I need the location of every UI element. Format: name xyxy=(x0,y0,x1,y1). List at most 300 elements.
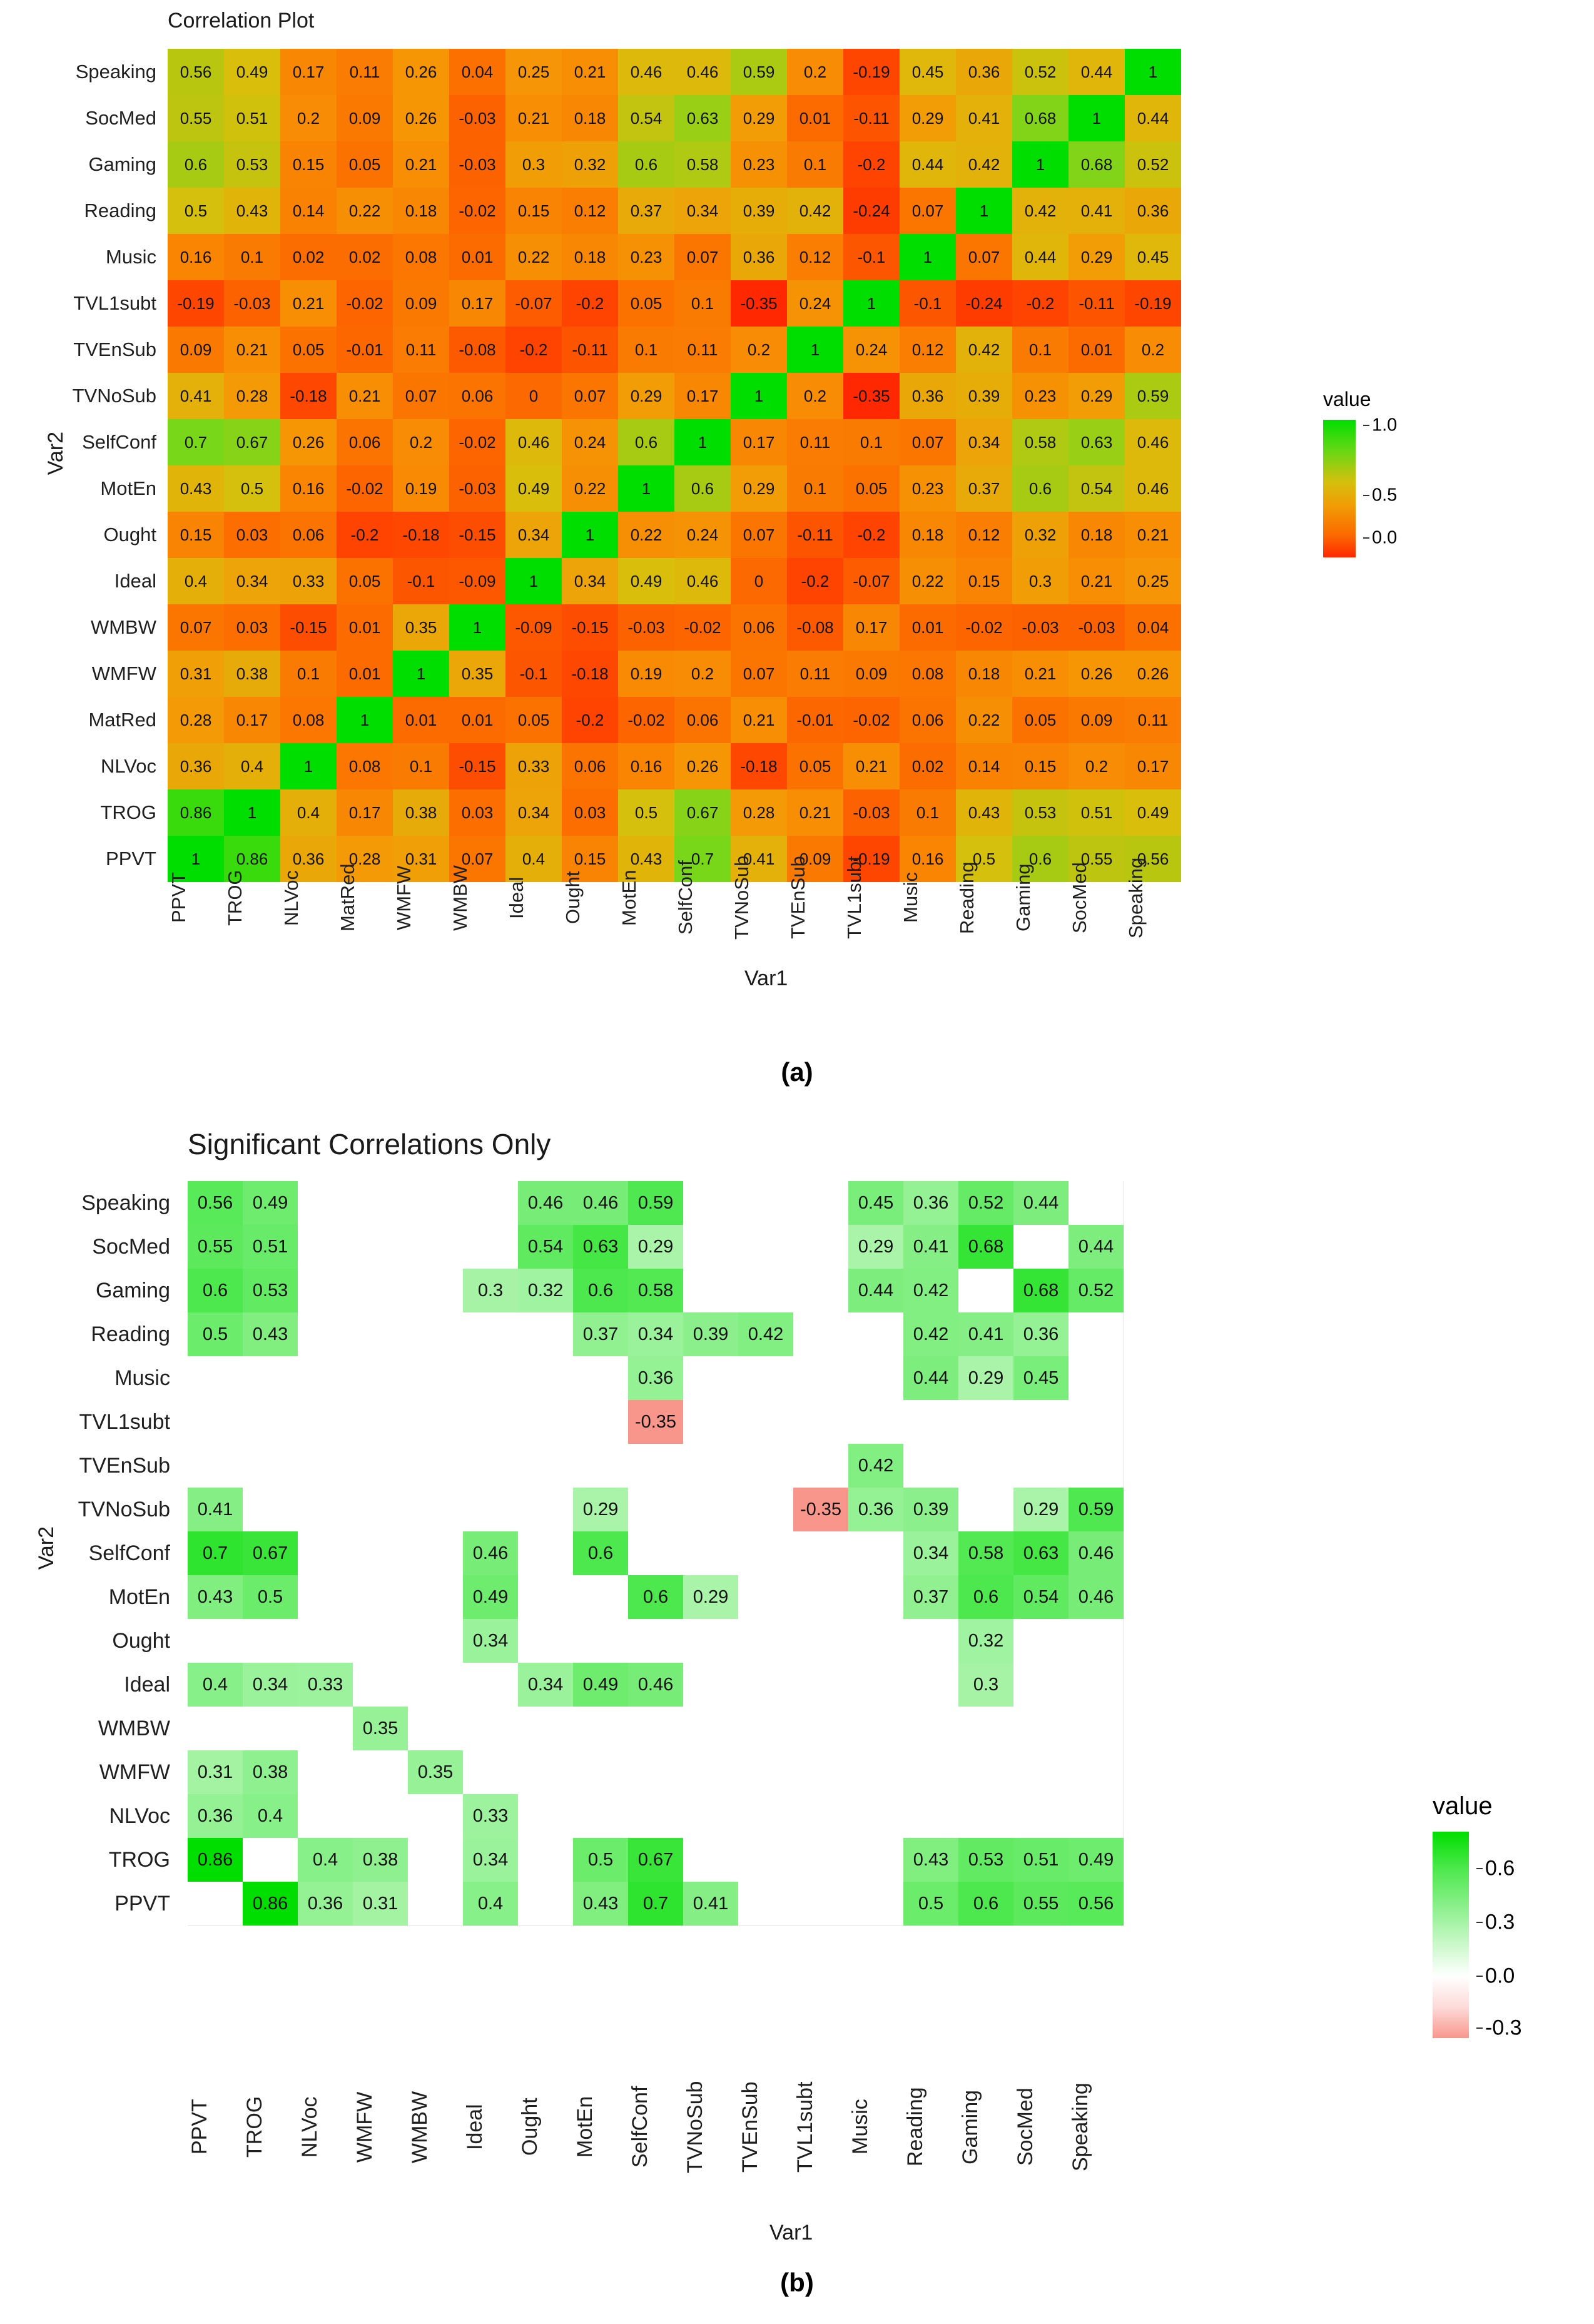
heatmap-b-cell: 0.56 xyxy=(188,1181,243,1225)
heatmap-b-cell: 0.29 xyxy=(848,1225,903,1269)
legend-b-tick-labels xyxy=(1476,1832,1551,2038)
heatmap-b-cell xyxy=(353,1663,408,1707)
heatmap-a-cell: 0.07 xyxy=(449,836,505,882)
heatmap-b-cell: 0.29 xyxy=(958,1356,1013,1400)
heatmap-a-cell: 0.21 xyxy=(1069,558,1125,604)
heatmap-a-cell: 0.55 xyxy=(1069,836,1125,882)
heatmap-a-cell: 0.04 xyxy=(1125,604,1181,651)
heatmap-a-cell: -0.02 xyxy=(449,188,505,234)
heatmap-b-cell xyxy=(683,1750,738,1794)
heatmap-a-cell: -0.11 xyxy=(562,327,618,373)
heatmap-b-cell xyxy=(298,1269,353,1312)
heatmap-b-cell xyxy=(958,1269,1013,1312)
heatmap-b-x-tick-ideal: Ideal xyxy=(463,2104,487,2150)
heatmap-b-cell: 0.59 xyxy=(628,1181,683,1225)
heatmap-a-x-tick-gaming: Gaming xyxy=(1012,863,1034,932)
heatmap-a-cell: 0.6 xyxy=(618,419,674,465)
heatmap-b-cell: 0.6 xyxy=(573,1269,628,1312)
heatmap-b-cell: 0.45 xyxy=(848,1181,903,1225)
heatmap-b-cell: 0.41 xyxy=(188,1488,243,1531)
heatmap-a-cell: 0.1 xyxy=(674,280,731,327)
heatmap-a-cell: 0.24 xyxy=(787,280,843,327)
heatmap-b-cell xyxy=(1069,1619,1124,1663)
heatmap-a-cell: -0.11 xyxy=(843,95,900,141)
heatmap-b-cell xyxy=(188,1707,243,1750)
heatmap-a-cell: 0.55 xyxy=(168,95,224,141)
heatmap-a-cell: 0.46 xyxy=(674,49,731,95)
heatmap-b-cell xyxy=(1069,1663,1124,1707)
heatmap-b-legend xyxy=(1433,1792,1522,2039)
heatmap-a-cell: -0.02 xyxy=(618,697,674,743)
heatmap-b-cell: 0.34 xyxy=(518,1663,573,1707)
heatmap-b-cell: 0.34 xyxy=(628,1312,683,1356)
heatmap-b-cell: 0.54 xyxy=(518,1225,573,1269)
heatmap-a-cell: 0.2 xyxy=(787,373,843,419)
heatmap-a-cell: 0.4 xyxy=(168,558,224,604)
heatmap-b-cell: 0.49 xyxy=(463,1575,518,1619)
heatmap-b-cell: 0.46 xyxy=(1069,1575,1124,1619)
heatmap-a-cell: 0.21 xyxy=(843,743,900,789)
heatmap-b-cell xyxy=(683,1225,738,1269)
heatmap-b-cell xyxy=(683,1269,738,1312)
heatmap-a-x-tick-socmed: SocMed xyxy=(1069,862,1090,933)
heatmap-a-cell: 0.49 xyxy=(224,49,280,95)
heatmap-b-cell xyxy=(518,1531,573,1575)
heatmap-b-cell: 0.4 xyxy=(463,1882,518,1926)
heatmap-b-cell xyxy=(408,1794,463,1838)
heatmap-a-cell: 0.05 xyxy=(337,558,393,604)
heatmap-b-cell xyxy=(573,1707,628,1750)
heatmap-b-cell xyxy=(188,1882,243,1926)
heatmap-a-cell: 0.41 xyxy=(168,373,224,419)
heatmap-b-cell xyxy=(298,1619,353,1663)
heatmap-a-cell: 0.05 xyxy=(280,327,337,373)
heatmap-a-cell: 0.34 xyxy=(224,558,280,604)
heatmap-a-cell: 0.06 xyxy=(449,373,505,419)
heatmap-a-cell: 0.28 xyxy=(337,836,393,882)
heatmap-b-x-tick-wmfw: WMFW xyxy=(353,2091,377,2163)
heatmap-a-cell: 0.06 xyxy=(562,743,618,789)
heatmap-b-cell xyxy=(573,1794,628,1838)
heatmap-a-cell: 0.36 xyxy=(168,743,224,789)
heatmap-b-cell xyxy=(298,1794,353,1838)
heatmap-a-cell: -0.03 xyxy=(224,280,280,327)
heatmap-a-cell: 0.44 xyxy=(900,141,956,188)
heatmap-a-cell: 1 xyxy=(1125,49,1181,95)
heatmap-a-cell: 0.45 xyxy=(1125,234,1181,280)
heatmap-b-cell xyxy=(903,1619,958,1663)
heatmap-b-cell: 0.34 xyxy=(463,1838,518,1882)
legend-a-tick-label: 0.5 xyxy=(1372,485,1398,505)
heatmap-b-cell: 0.36 xyxy=(628,1356,683,1400)
heatmap-a-cell: -0.15 xyxy=(562,604,618,651)
heatmap-b-cell xyxy=(683,1838,738,1882)
legend-a-tick-label: 1.0 xyxy=(1372,415,1398,435)
heatmap-b-cell: 0.43 xyxy=(903,1838,958,1882)
heatmap-a-cell: 0.01 xyxy=(449,234,505,280)
legend-b-colorbar xyxy=(1433,1832,1469,2038)
heatmap-a-cell: 0.5 xyxy=(956,836,1012,882)
heatmap-a-cell: 0.1 xyxy=(1012,327,1069,373)
heatmap-b-cell xyxy=(1069,1356,1124,1400)
heatmap-a-cell: 0.21 xyxy=(505,95,562,141)
heatmap-b-cell xyxy=(408,1575,463,1619)
heatmap-b-cell xyxy=(573,1400,628,1444)
heatmap-a-cell: 1 xyxy=(674,419,731,465)
heatmap-b-cell xyxy=(298,1400,353,1444)
heatmap-b-cell: 0.39 xyxy=(903,1488,958,1531)
heatmap-b-cell xyxy=(958,1750,1013,1794)
heatmap-b-cell xyxy=(738,1488,793,1531)
heatmap-a-cell: 0.54 xyxy=(1069,465,1125,512)
heatmap-a-cell: 0.02 xyxy=(337,234,393,280)
heatmap-b-cell xyxy=(628,1531,683,1575)
heatmap-a-cell: 0.28 xyxy=(168,697,224,743)
heatmap-a-cell: 0.4 xyxy=(505,836,562,882)
heatmap-a-x-tick-matred: MatRed xyxy=(337,863,358,932)
heatmap-b-y-tick-gaming: Gaming xyxy=(95,1279,170,1302)
heatmap-b-cell xyxy=(958,1400,1013,1444)
heatmap-a-cell: 0.29 xyxy=(1069,234,1125,280)
heatmap-a-cell: 0.17 xyxy=(224,697,280,743)
heatmap-a-cell: -0.03 xyxy=(449,141,505,188)
heatmap-a-cell: 0.5 xyxy=(224,465,280,512)
heatmap-a-x-tick-ideal: Ideal xyxy=(505,876,527,919)
heatmap-a-cell: 0.6 xyxy=(1012,836,1069,882)
heatmap-a-cell: -0.03 xyxy=(1069,604,1125,651)
heatmap-b-cell xyxy=(353,1356,408,1400)
heatmap-b-cell xyxy=(1069,1750,1124,1794)
heatmap-b-cell: 0.4 xyxy=(188,1663,243,1707)
heatmap-a-cell: 0.41 xyxy=(731,836,787,882)
heatmap-b-cell: 0.55 xyxy=(1013,1882,1069,1926)
heatmap-a-cell: 0.38 xyxy=(224,651,280,697)
heatmap-a-cell: 0.11 xyxy=(674,327,731,373)
heatmap-b-cell xyxy=(903,1663,958,1707)
heatmap-a-cell: 1 xyxy=(618,465,674,512)
heatmap-a-cell: 0.01 xyxy=(900,604,956,651)
heatmap-a-cell: 0.16 xyxy=(168,234,224,280)
heatmap-b-cell: 0.29 xyxy=(1013,1488,1069,1531)
heatmap-b-cell: 0.41 xyxy=(958,1312,1013,1356)
heatmap-b-cell xyxy=(848,1663,903,1707)
heatmap-a-cell: 0.22 xyxy=(505,234,562,280)
heatmap-a-x-tick-reading: Reading xyxy=(956,861,978,934)
heatmap-b-cell xyxy=(243,1619,298,1663)
heatmap-a-cell: 0.36 xyxy=(280,836,337,882)
heatmap-b-cell xyxy=(793,1400,848,1444)
heatmap-a-cell: 0.6 xyxy=(1012,465,1069,512)
heatmap-a-x-tick-wmbw: WMBW xyxy=(449,865,471,931)
heatmap-a-cell: -0.19 xyxy=(168,280,224,327)
heatmap-a-x-tick-tvensub: TVEnSub xyxy=(787,856,809,940)
heatmap-b-cell xyxy=(738,1444,793,1488)
heatmap-a-cell: 0.26 xyxy=(1069,651,1125,697)
heatmap-b-cell xyxy=(848,1575,903,1619)
heatmap-a-cell: -0.19 xyxy=(843,49,900,95)
heatmap-a-cell: 0.56 xyxy=(168,49,224,95)
heatmap-b-cell xyxy=(1069,1400,1124,1444)
heatmap-a-cell: 0.01 xyxy=(337,651,393,697)
heatmap-a-cell: 0.18 xyxy=(956,651,1012,697)
heatmap-a-cell: 0.01 xyxy=(787,95,843,141)
heatmap-b-cell xyxy=(793,1663,848,1707)
heatmap-a-cell: 1 xyxy=(562,512,618,558)
heatmap-a-y-tick-tvensub: TVEnSub xyxy=(73,338,156,360)
heatmap-b-cell xyxy=(408,1269,463,1312)
heatmap-b-x-tick-speaking: Speaking xyxy=(1069,2083,1092,2171)
heatmap-a-cell: 1 xyxy=(900,234,956,280)
heatmap-a-cell: 0.11 xyxy=(337,49,393,95)
heatmap-b-cell: 0.42 xyxy=(903,1312,958,1356)
heatmap-a-cell: 0.1 xyxy=(280,651,337,697)
heatmap-b-cell: 0.41 xyxy=(903,1225,958,1269)
heatmap-b-cell xyxy=(738,1269,793,1312)
heatmap-b-cell xyxy=(243,1838,298,1882)
heatmap-b-cell: 0.35 xyxy=(408,1750,463,1794)
heatmap-a-cell: -0.02 xyxy=(956,604,1012,651)
heatmap-b-cell xyxy=(738,1531,793,1575)
heatmap-a-cell: 0.05 xyxy=(1012,697,1069,743)
heatmap-a-cell: 0.29 xyxy=(900,95,956,141)
heatmap-b-cell: 0.4 xyxy=(298,1838,353,1882)
heatmap-b-cell: 0.36 xyxy=(298,1882,353,1926)
heatmap-a-cell: 0.21 xyxy=(337,373,393,419)
heatmap-a-cell: 0.31 xyxy=(168,651,224,697)
heatmap-a-cell: 0.21 xyxy=(787,789,843,836)
heatmap-a-cell: 0.01 xyxy=(337,604,393,651)
heatmap-b-cell xyxy=(1069,1444,1124,1488)
heatmap-a-cell: 0.68 xyxy=(1069,141,1125,188)
heatmap-b-cell xyxy=(903,1707,958,1750)
heatmap-a-cell: 0.5 xyxy=(168,188,224,234)
heatmap-b-cell xyxy=(848,1882,903,1926)
heatmap-b-cell: 0.42 xyxy=(903,1269,958,1312)
legend-a-title: value xyxy=(1323,388,1371,410)
heatmap-a-x-tick-selfconf: SelfConf xyxy=(674,860,696,935)
heatmap-a-cell: 0.33 xyxy=(280,558,337,604)
heatmap-b-cell: 0.34 xyxy=(463,1619,518,1663)
heatmap-a-cell: 0.21 xyxy=(393,141,449,188)
heatmap-b-y-tick-selfconf: SelfConf xyxy=(88,1541,170,1565)
heatmap-a-cell: 0.25 xyxy=(1125,558,1181,604)
heatmap-b-cell: 0.35 xyxy=(353,1707,408,1750)
heatmap-b-cell xyxy=(738,1750,793,1794)
heatmap-a-cell: 0.32 xyxy=(1012,512,1069,558)
heatmap-a-cell: 0.35 xyxy=(449,651,505,697)
heatmap-a-cell: 0.33 xyxy=(505,743,562,789)
heatmap-a-cell: 0.02 xyxy=(280,234,337,280)
heatmap-a-cell: 0.21 xyxy=(731,697,787,743)
heatmap-a-cell: 0.41 xyxy=(956,95,1012,141)
heatmap-b-cell xyxy=(518,1575,573,1619)
heatmap-b-x-tick-selfconf: SelfConf xyxy=(628,2086,652,2168)
heatmap-a-cell: 0.21 xyxy=(1125,512,1181,558)
heatmap-a-cell: -0.1 xyxy=(900,280,956,327)
heatmap-a-cell: 0.26 xyxy=(393,95,449,141)
heatmap-b-cell xyxy=(793,1444,848,1488)
heatmap-b-cell xyxy=(738,1838,793,1882)
heatmap-a-cell: 0.18 xyxy=(393,188,449,234)
heatmap-b-y-tick-wmfw: WMFW xyxy=(99,1760,170,1784)
legend-b-title: value xyxy=(1433,1792,1493,1820)
heatmap-a-cell: 0.09 xyxy=(1069,697,1125,743)
heatmap-b-cell xyxy=(463,1181,518,1225)
heatmap-a-cell: 0.15 xyxy=(505,188,562,234)
heatmap-b-x-tick-socmed: SocMed xyxy=(1013,2088,1037,2166)
heatmap-b-y-tick-socmed: SocMed xyxy=(92,1235,170,1259)
heatmap-a-cell: 0.22 xyxy=(562,465,618,512)
heatmap-b-cell xyxy=(628,1750,683,1794)
heatmap-b-y-axis-title: Var2 xyxy=(34,1526,58,1570)
heatmap-a-cell: 0.59 xyxy=(1125,373,1181,419)
heatmap-a-cell: -0.02 xyxy=(449,419,505,465)
heatmap-a-cell: -0.08 xyxy=(449,327,505,373)
heatmap-a-x-tick-nlvoc: NLVoc xyxy=(280,870,302,926)
heatmap-a-cell: 0.37 xyxy=(956,465,1012,512)
heatmap-a-cell: 0.21 xyxy=(1012,651,1069,697)
heatmap-a-cell: 0.3 xyxy=(1012,558,1069,604)
heatmap-a-cell: 0.43 xyxy=(168,465,224,512)
heatmap-b-cell xyxy=(1069,1312,1124,1356)
heatmap-a-cell: -0.09 xyxy=(449,558,505,604)
heatmap-a-cell: 0.41 xyxy=(1069,188,1125,234)
heatmap-a-cell: 0.34 xyxy=(674,188,731,234)
heatmap-a-cell: -0.2 xyxy=(787,558,843,604)
heatmap-b-cell xyxy=(738,1575,793,1619)
heatmap-a-cell: 0.23 xyxy=(900,465,956,512)
heatmap-b-cell xyxy=(353,1269,408,1312)
heatmap-a-cell: 0.36 xyxy=(900,373,956,419)
heatmap-a-cell: 1 xyxy=(224,789,280,836)
panel-a-correlation-plot xyxy=(0,0,1594,1101)
heatmap-b-cell xyxy=(353,1312,408,1356)
heatmap-b-cell: 0.36 xyxy=(188,1794,243,1838)
heatmap-a-cell: 0.63 xyxy=(674,95,731,141)
heatmap-b-cell: 0.51 xyxy=(243,1225,298,1269)
heatmap-b-cell xyxy=(188,1356,243,1400)
heatmap-b-cell xyxy=(408,1838,463,1882)
heatmap-a-y-tick-tvnosub: TVNoSub xyxy=(72,385,156,407)
heatmap-a-cell: 0.08 xyxy=(900,651,956,697)
legend-b-tick-label: -0.3 xyxy=(1485,2016,1522,2039)
heatmap-b-cell xyxy=(573,1750,628,1794)
legend-b-tick-label: 0.3 xyxy=(1485,1910,1515,1934)
heatmap-b-cell xyxy=(353,1750,408,1794)
heatmap-b-cell xyxy=(683,1488,738,1531)
heatmap-b-cell: 0.63 xyxy=(573,1225,628,1269)
heatmap-a-cell: 0.63 xyxy=(1069,419,1125,465)
heatmap-a-cell: 0.17 xyxy=(280,49,337,95)
heatmap-b-cell xyxy=(408,1488,463,1531)
heatmap-a-cell: 1 xyxy=(731,373,787,419)
heatmap-a-cell: 0.05 xyxy=(505,697,562,743)
heatmap-b-cell xyxy=(243,1488,298,1531)
heatmap-b-x-tick-tvl1subt: TVL1subt xyxy=(793,2081,817,2173)
heatmap-a-cell: 0.3 xyxy=(505,141,562,188)
heatmap-b-cell xyxy=(683,1181,738,1225)
heatmap-a-cell: 0.26 xyxy=(674,743,731,789)
heatmap-b-cell xyxy=(298,1531,353,1575)
heatmap-a-cell: -0.18 xyxy=(393,512,449,558)
heatmap-b-x-tick-nlvoc: NLVoc xyxy=(298,2096,322,2158)
heatmap-a-cell: 0.23 xyxy=(618,234,674,280)
heatmap-a-cell: -0.35 xyxy=(843,373,900,419)
heatmap-b-cell xyxy=(408,1663,463,1707)
heatmap-b-x-tick-moten: MotEn xyxy=(573,2096,597,2158)
heatmap-a-cell: 0.06 xyxy=(900,697,956,743)
heatmap-b-cell xyxy=(298,1750,353,1794)
panel-a-title: Correlation Plot xyxy=(168,9,315,33)
heatmap-a-cell: -0.2 xyxy=(562,280,618,327)
heatmap-b-cell: 0.43 xyxy=(573,1882,628,1926)
heatmap-b-cell xyxy=(1069,1794,1124,1838)
heatmap-b-cell xyxy=(683,1619,738,1663)
heatmap-b-cell xyxy=(518,1838,573,1882)
legend-a-tick-label: 0.0 xyxy=(1372,527,1398,548)
heatmap-b-cell xyxy=(188,1619,243,1663)
heatmap-a-cell: -0.03 xyxy=(618,604,674,651)
heatmap-a-cell: 0.7 xyxy=(168,419,224,465)
heatmap-a-cell: -0.02 xyxy=(337,280,393,327)
heatmap-b-cell: 0.6 xyxy=(188,1269,243,1312)
heatmap-a-y-tick-speaking: Speaking xyxy=(75,61,156,83)
heatmap-a-cell: -0.1 xyxy=(393,558,449,604)
heatmap-b-cell: 0.36 xyxy=(848,1488,903,1531)
heatmap-b-cell: 0.46 xyxy=(463,1531,518,1575)
heatmap-a-cell: 0.49 xyxy=(505,465,562,512)
heatmap-a-cell: 0.14 xyxy=(280,188,337,234)
heatmap-a-cell: 0.12 xyxy=(562,188,618,234)
heatmap-a-cell: -0.2 xyxy=(505,327,562,373)
heatmap-b-cell xyxy=(518,1356,573,1400)
heatmap-b-cell xyxy=(738,1400,793,1444)
heatmap-a-cell: 0.07 xyxy=(900,188,956,234)
heatmap-a-cell: 0.2 xyxy=(731,327,787,373)
heatmap-a-cell: 0.22 xyxy=(337,188,393,234)
heatmap-b-cell xyxy=(353,1400,408,1444)
heatmap-a-cell: 0.59 xyxy=(731,49,787,95)
heatmap-b-cell: 0.33 xyxy=(463,1794,518,1838)
heatmap-a-cell: 0.1 xyxy=(393,743,449,789)
heatmap-b-cell xyxy=(738,1619,793,1663)
heatmap-a-cell: 1 xyxy=(787,327,843,373)
heatmap-b-cell xyxy=(958,1488,1013,1531)
heatmap-a-cell: 0.42 xyxy=(956,327,1012,373)
heatmap-a-cell: 0.08 xyxy=(393,234,449,280)
heatmap-b-cell xyxy=(298,1488,353,1531)
heatmap-b-x-axis-title: Var1 xyxy=(769,2221,813,2245)
heatmap-a-cell: -0.03 xyxy=(449,465,505,512)
heatmap-a-cell: -0.15 xyxy=(449,743,505,789)
heatmap-a-cell: 0.53 xyxy=(1012,789,1069,836)
heatmap-b-cell: 0.5 xyxy=(573,1838,628,1882)
heatmap-b-cell xyxy=(408,1356,463,1400)
heatmap-b-cell xyxy=(738,1356,793,1400)
heatmap-a-cell: 0.06 xyxy=(280,512,337,558)
heatmap-b-cell: 0.29 xyxy=(573,1488,628,1531)
heatmap-b-cell: 0.36 xyxy=(1013,1312,1069,1356)
heatmap-b-cell xyxy=(793,1707,848,1750)
heatmap-a-cell: 0.09 xyxy=(337,95,393,141)
heatmap-b-cell: 0.58 xyxy=(628,1269,683,1312)
heatmap-b-cell: 0.67 xyxy=(243,1531,298,1575)
heatmap-a-cell: -0.2 xyxy=(337,512,393,558)
heatmap-b-cell xyxy=(408,1400,463,1444)
heatmap-a-cell: -0.03 xyxy=(449,95,505,141)
heatmap-b-cell xyxy=(793,1356,848,1400)
heatmap-b-cell: 0.49 xyxy=(243,1181,298,1225)
